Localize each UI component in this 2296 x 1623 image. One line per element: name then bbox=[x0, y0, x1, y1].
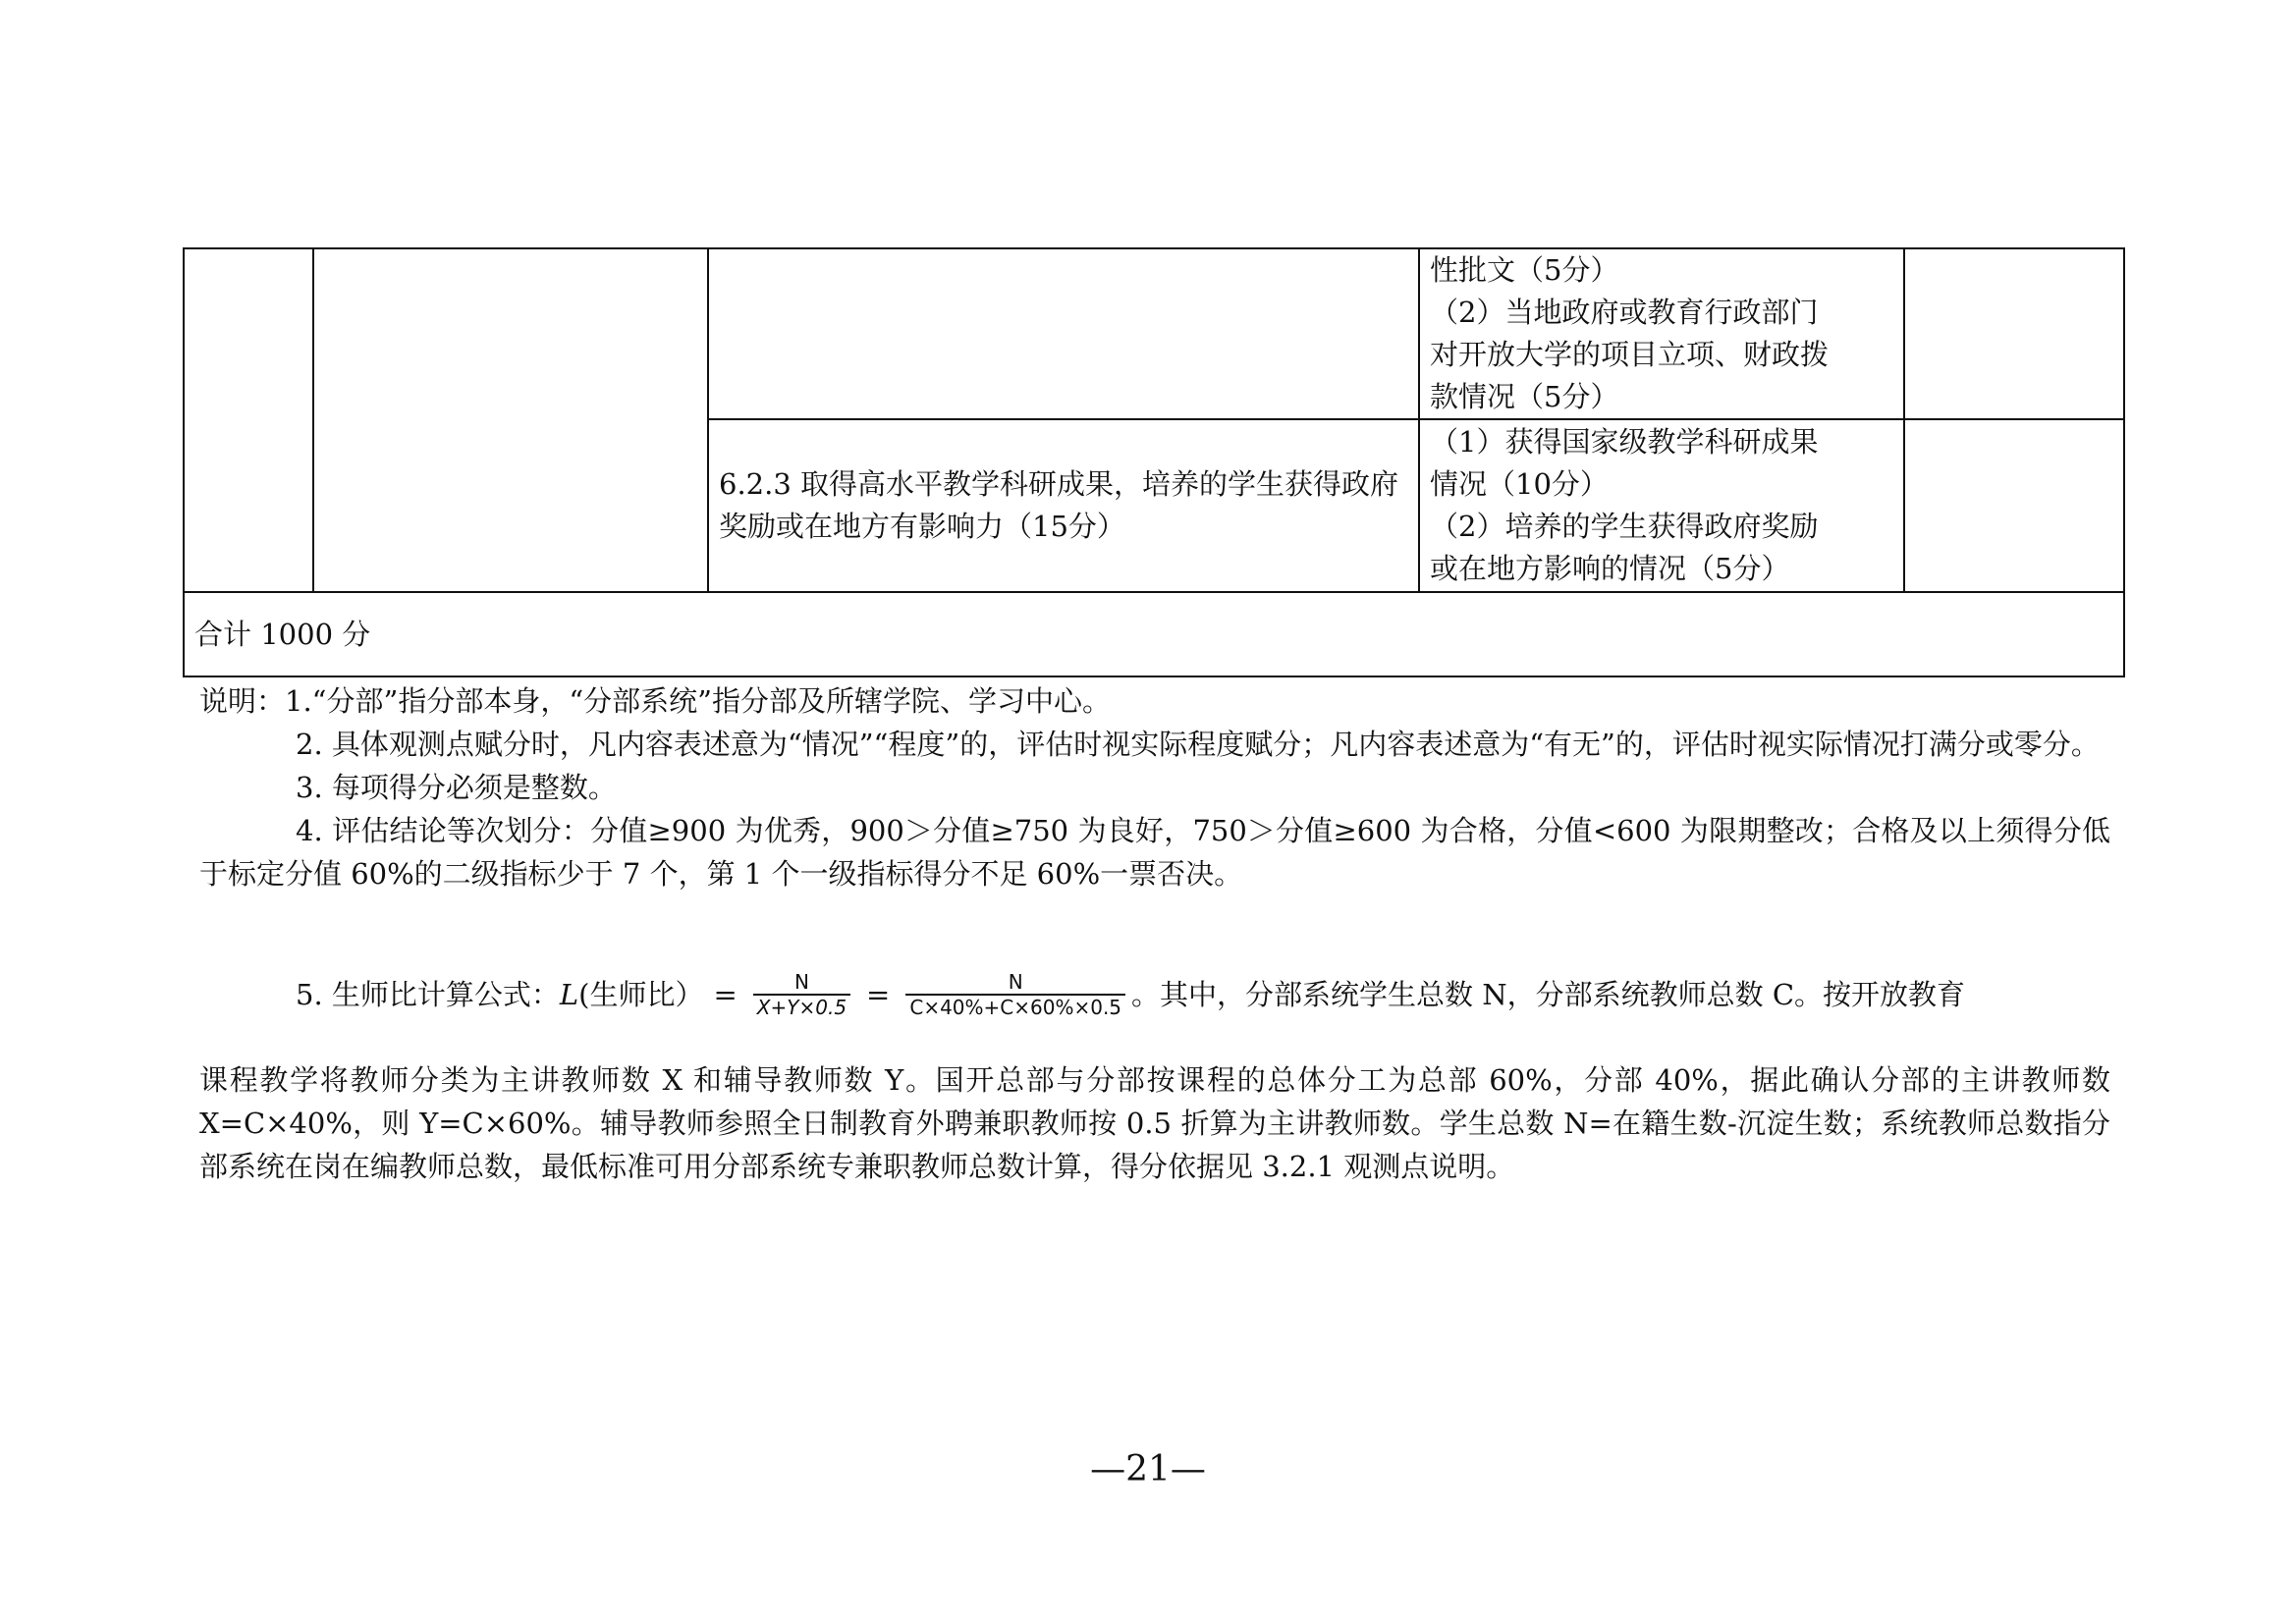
equals-sign: = bbox=[866, 978, 891, 1011]
method-line: （2）培养的学生获得政府奖励 bbox=[1430, 510, 1819, 543]
fraction-numerator: N bbox=[793, 970, 809, 994]
fraction-numerator: N bbox=[1008, 970, 1023, 994]
fraction-denominator: C×40%+C×60%×0.5 bbox=[905, 994, 1125, 1019]
note-5-tail: 。其中，分部系统学生总数 N，分部系统教师总数 C。按开放教育 bbox=[1131, 978, 1966, 1011]
table-cell-observation bbox=[708, 419, 1419, 592]
table-cell-observation bbox=[708, 248, 1419, 419]
table-cell-method bbox=[1419, 419, 1904, 592]
table-cell-method bbox=[1419, 248, 1904, 419]
observation-text: 6.2.3 取得高水平教学科研成果，培养的学生获得政府奖励或在地方有影响力（15分） bbox=[719, 467, 1399, 543]
table-cell-level2 bbox=[313, 248, 708, 592]
method-line: 对开放大学的项目立项、财政拨 bbox=[1430, 338, 1830, 371]
method-line: （1）获得国家级教学科研成果 bbox=[1430, 425, 1819, 459]
note-5-lead: 5. 生师比计算公式： bbox=[296, 978, 560, 1011]
equals-sign: = bbox=[713, 978, 738, 1011]
page-number: —21— bbox=[1090, 1449, 1206, 1489]
total-text: 合计 1000 分 bbox=[194, 617, 371, 651]
note-5-continuation: 课程教学将教师分类为主讲教师数 X 和辅导教师数 Y。国开总部与分部按课程的总体分工为总部 60%，分部 40%，据此确认分部的主讲教师数 X=C×40%，则 Y=C×60%。辅导教师参照全日制教育外聘兼职教师按 0.5 折算为主讲教师数。学生总数 N=在籍生数-沉淀生数；系统教师总数指分部系统在岗在编教师总数，最低标准可用分部系统专兼职教师总数计算，得分依据见 3.2.1 观测点说明。 bbox=[199, 1063, 2110, 1183]
formula-symbol: L bbox=[559, 978, 579, 1011]
note-5-continuation-block bbox=[199, 1058, 2110, 1188]
method-line: 款情况（5分） bbox=[1430, 380, 1619, 413]
method-line: 或在地方影响的情况（5分） bbox=[1430, 552, 1790, 585]
formula-paren: (生师比） bbox=[578, 978, 704, 1011]
note-1: 说明：1.“分部”指分部本身，“分部系统”指分部及所辖学院、学习中心。 bbox=[199, 684, 1111, 718]
method-line: 性批文（5分） bbox=[1430, 253, 1619, 287]
fraction-denominator: X+Y×0.5 bbox=[753, 994, 850, 1019]
evaluation-table bbox=[183, 247, 2125, 677]
fraction-1 bbox=[753, 970, 850, 1019]
formula-line bbox=[199, 970, 2110, 1019]
table-cell-level1 bbox=[184, 248, 313, 592]
table-cell-score bbox=[1904, 248, 2124, 419]
method-line: （2）当地政府或教育行政部门 bbox=[1430, 296, 1819, 329]
method-line: 情况（10分） bbox=[1430, 467, 1609, 501]
notes-block bbox=[199, 679, 2110, 895]
note-3: 3. 每项得分必须是整数。 bbox=[296, 771, 617, 804]
note-2: 2. 具体观测点赋分时，凡内容表述意为“情况”“程度”的，评估时视实际程度赋分；凡内容表述意为“有无”的，评估时视实际情况打满分或零分。 bbox=[296, 728, 2100, 761]
note-4: 4. 评估结论等次划分：分值≥900 为优秀，900＞分值≥750 为良好，750＞分值≥600 为合格，分值<600 为限期整改；合格及以上须得分低于标定分值 60%的二级指标少于 7 个，第 1 个一级指标得分不足 60%一票否决。 bbox=[199, 814, 2110, 891]
table-cell-score bbox=[1904, 419, 2124, 592]
fraction-2 bbox=[905, 970, 1125, 1019]
table-total-cell bbox=[184, 592, 2124, 676]
